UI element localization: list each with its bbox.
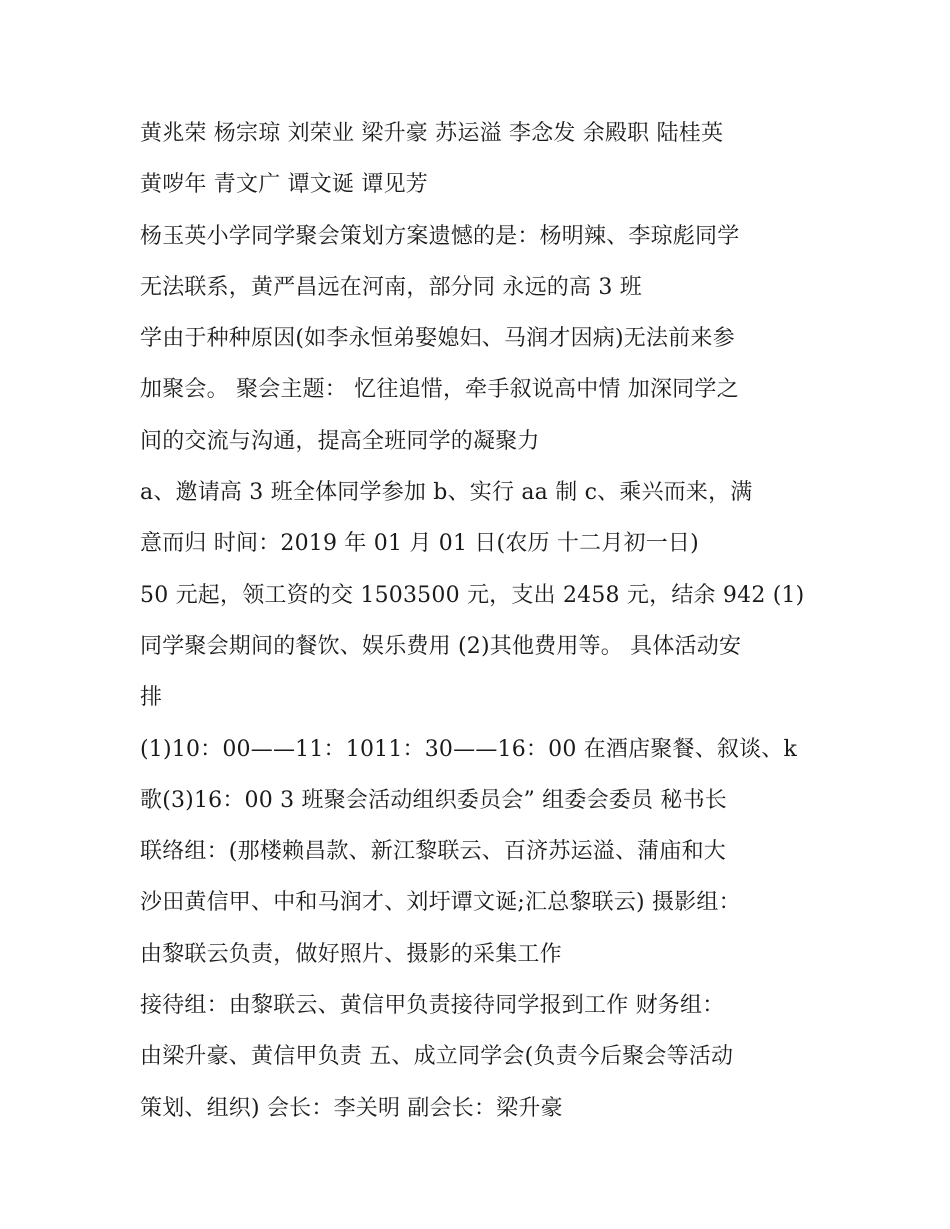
text-line-19: 由梁升豪、黄信甲负责 五、成立同学会(负责今后聚会等活动 [140,1044,734,1070]
text-line-9: 意而归 时间：2019 年 01 月 01 日(农历 十二月初一日) [140,531,699,557]
text-line-15: 联络组：(那楼赖昌款、新江黎联云、百济苏运溢、蒲庙和大 [140,839,726,865]
text-line-7: 间的交流与沟通，提高全班同学的凝聚力 [140,428,540,454]
text-line-20: 策划、组织) 会长：李关明 副会长：梁升豪 [140,1095,563,1121]
text-line-4: 无法联系，黄严昌远在河南，部分同 永远的高 3 班 [140,274,642,300]
text-line-12: 排 [140,685,163,711]
text-line-18: 接待组：由黎联云、黄信甲负责接待同学报到工作 财务组： [140,993,725,1019]
text-line-1: 黄兆荣 杨宗琼 刘荣业 梁升豪 苏运溢 李念发 余殿职 陆桂英 [140,121,724,146]
text-line-2: 黄哕年 青文广 谭文诞 谭见芳 [140,172,428,198]
text-line-8: a、邀请高 3 班全体同学参加 b、实行 aa 制 c、乘兴而来，满 [140,480,753,506]
text-line-6: 加聚会。 聚会主题： 忆往追惜，牵手叙说高中情 加深同学之 [140,377,739,403]
document-body [140,108,820,1134]
text-line-10: 50 元起，领工资的交 1503500 元，支出 2458 元，结余 942 (1) [140,582,805,608]
text-line-17: 由黎联云负责，做好照片、摄影的采集工作 [140,941,562,967]
text-line-3: 杨玉英小学同学聚会策划方案遗憾的是：杨明辣、李琼彪同学 [140,223,740,249]
text-line-16: 沙田黄信甲、中和马润才、刘圩谭文诞;汇总黎联云) 摄影组： [140,890,741,916]
text-line-14: 歌(3)16：00 3 班聚会活动组织委员会” 组委会委员 秘书长 [140,787,727,813]
text-line-13: (1)10：00——11：1011：30——16：00 在酒店聚餐、叙谈、k [140,736,798,762]
text-line-5: 学由于种种原因(如李永恒弟娶媳妇、马润才因病)无法前来参 [140,326,735,352]
text-line-11: 同学聚会期间的餐饮、娱乐费用 (2)其他费用等。 具体活动安 [140,633,742,659]
